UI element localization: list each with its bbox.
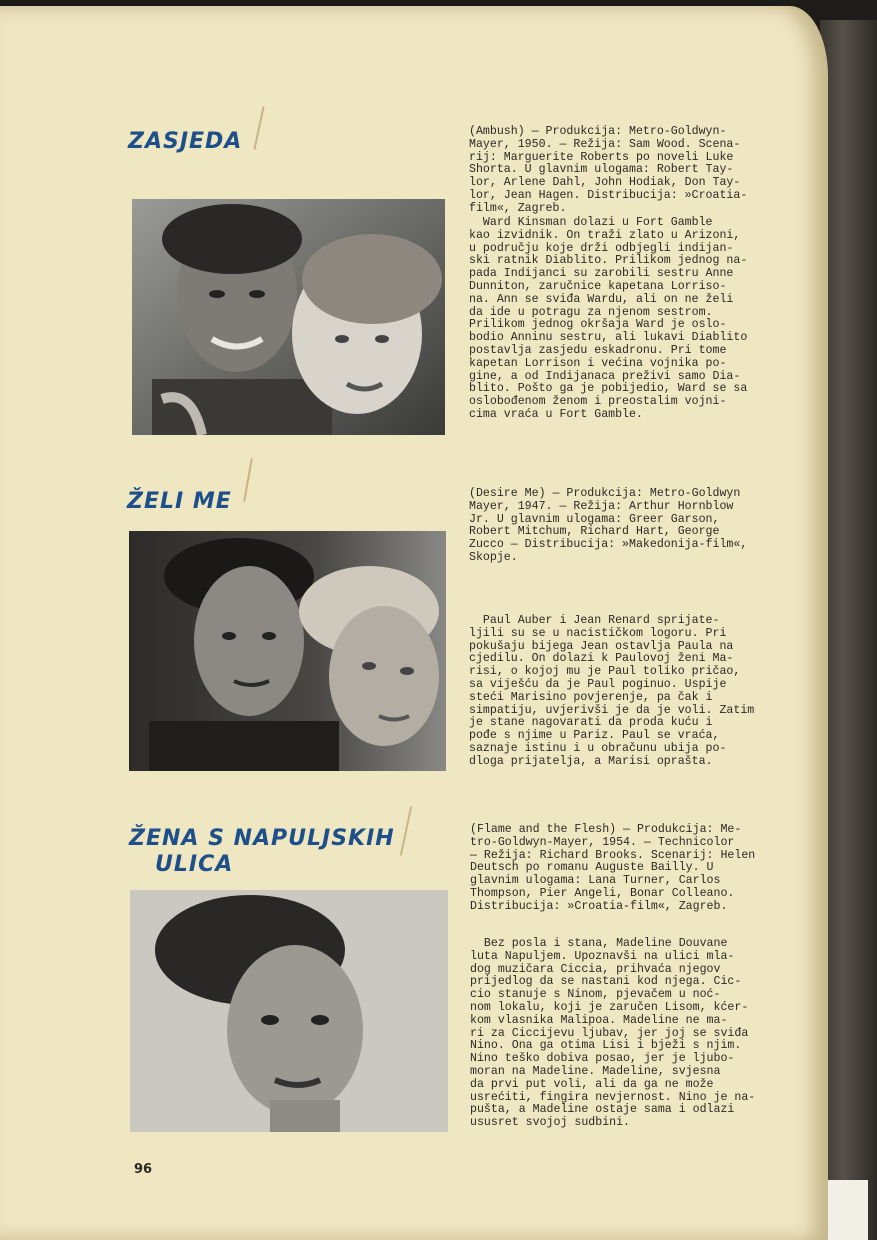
- film-title-zena-s-napuljskih-ulica-line1: ŽENA S NAPULJSKIH: [129, 826, 395, 851]
- magazine-page: [0, 6, 828, 1240]
- synopsis-zasjeda: Ward Kinsman dolazi u Fort Gamble kao izvidnik. On traži zlato u Arizoni, u području koje drži odbjegli indijan- ski ratnik Diablito. Prilikom jednog na- pada Indijanci su zarobili sestru Anne Dunniton, zaručnice kapetana Lorriso- na. Ann se sviđa Wardu, ali on ne želi da ide u potragu za njenom sestrom. Prilikom jednog okršaja Ward je oslo- bodio Anninu sestru, ali lukavi Diablito postavlja zasjedu eskadronu. Pri tome kapetan Lorrison i većina vojnika po- gine, a od Indijanaca preživi samo Dia- blito. Pošto ga je pobijedio, Ward se sa oslobođenom ženom i preostalim vojni- cima vraća u Fort Gamble.: [469, 216, 748, 421]
- pencil-mark: [243, 458, 253, 502]
- credits-zena-s-napuljskih-ulica: (Flame and the Flesh) — Produkcija: Me- tro-Goldwyn-Mayer, 1954. — Technicolor — Režija: Richard Brooks. Scenarij: Helen Deutsch po romanu Auguste Bailly. U glavnim ulogama: Lana Turner, Carlos Thompson, Pier Angeli, Bonar Colleano. Distribucija: »Croatia-film«, Zagreb.: [470, 823, 756, 913]
- film-still-zeli-me: [129, 531, 446, 771]
- film-still-zena-s-napuljskih-ulica: [130, 890, 448, 1132]
- credits-zeli-me: (Desire Me) — Produkcija: Metro-Goldwyn Mayer, 1947. — Režija: Arthur Hornblow Jr. U glavnim ulogama: Greer Garson, Robert Mitchum, Richard Hart, George Zucco — Distribucija: »Makedonija-film«, Skopje.: [469, 487, 748, 564]
- film-title-zeli-me: ŽELI ME: [127, 489, 232, 514]
- adjacent-page-edge: [820, 20, 877, 1240]
- credits-zasjeda: (Ambush) — Produkcija: Metro-Goldwyn- Mayer, 1950. — Režija: Sam Wood. Scena- rij: Marguerite Roberts po noveli Luke Shorta. U glavnim ulogama: Robert Tay- lor, Arlene Dahl, John Hodiak, Don Tay- lor, Jean Hagen. Distribucija: »Croatia- film«, Zagreb.: [469, 125, 748, 215]
- pencil-mark: [400, 806, 412, 855]
- pencil-mark: [253, 106, 264, 149]
- film-still-zasjeda: [132, 199, 445, 435]
- synopsis-zena-s-napuljskih-ulica: Bez posla i stana, Madeline Douvane luta Napuljem. Upoznavši na ulici mla- dog muzičara Ciccia, prihvaća njegov prijedlog da se nastani kod njega. Cic- cio stanuje s Ninom, pjevačem u noć- nom lokalu, koji je zaručen Lisom, kćer- kom vlasnika Malipoa. Madeline ne ma- ri za Ciccijevu ljubav, jer joj se sviđa Nino. Ona ga otima Lisi i bježi s njim. Nino teško dobiva posao, jer je ljubo- moran na Madeline. Madeline, svjesna da prvi put voli, ali da ga ne može usrećiti, fingira nevjernost. Nino je na- pušta, a Madeline ostaje sama i odlazi ususret svojoj sudbini.: [470, 937, 756, 1130]
- synopsis-zeli-me: Paul Auber i Jean Renard sprijate- ljili su se u nacističkom logoru. Pri pokušaju bijega Jean ostavlja Paula na cjedilu. On dolazi k Paulovoj ženi Ma- risi, o kojoj mu je Paul toliko pričao, sa viješću da je Paul poginuo. Uspije steći Marisino povjerenje, pa čak i simpatiju, uvjerivši je da je voli. Zatim je stane nagovarati da proda kuću i pođe s njime u Pariz. Paul se vraća, saznaje istinu i u obračunu ubija po- dloga prijatelja, a Marisi oprašta.: [469, 614, 755, 768]
- film-title-zena-s-napuljskih-ulica-line2: ULICA: [155, 852, 234, 877]
- page-number: 96: [134, 1162, 153, 1177]
- adjacent-page-corner: [828, 1180, 868, 1240]
- film-title-zasjeda: ZASJEDA: [128, 129, 243, 154]
